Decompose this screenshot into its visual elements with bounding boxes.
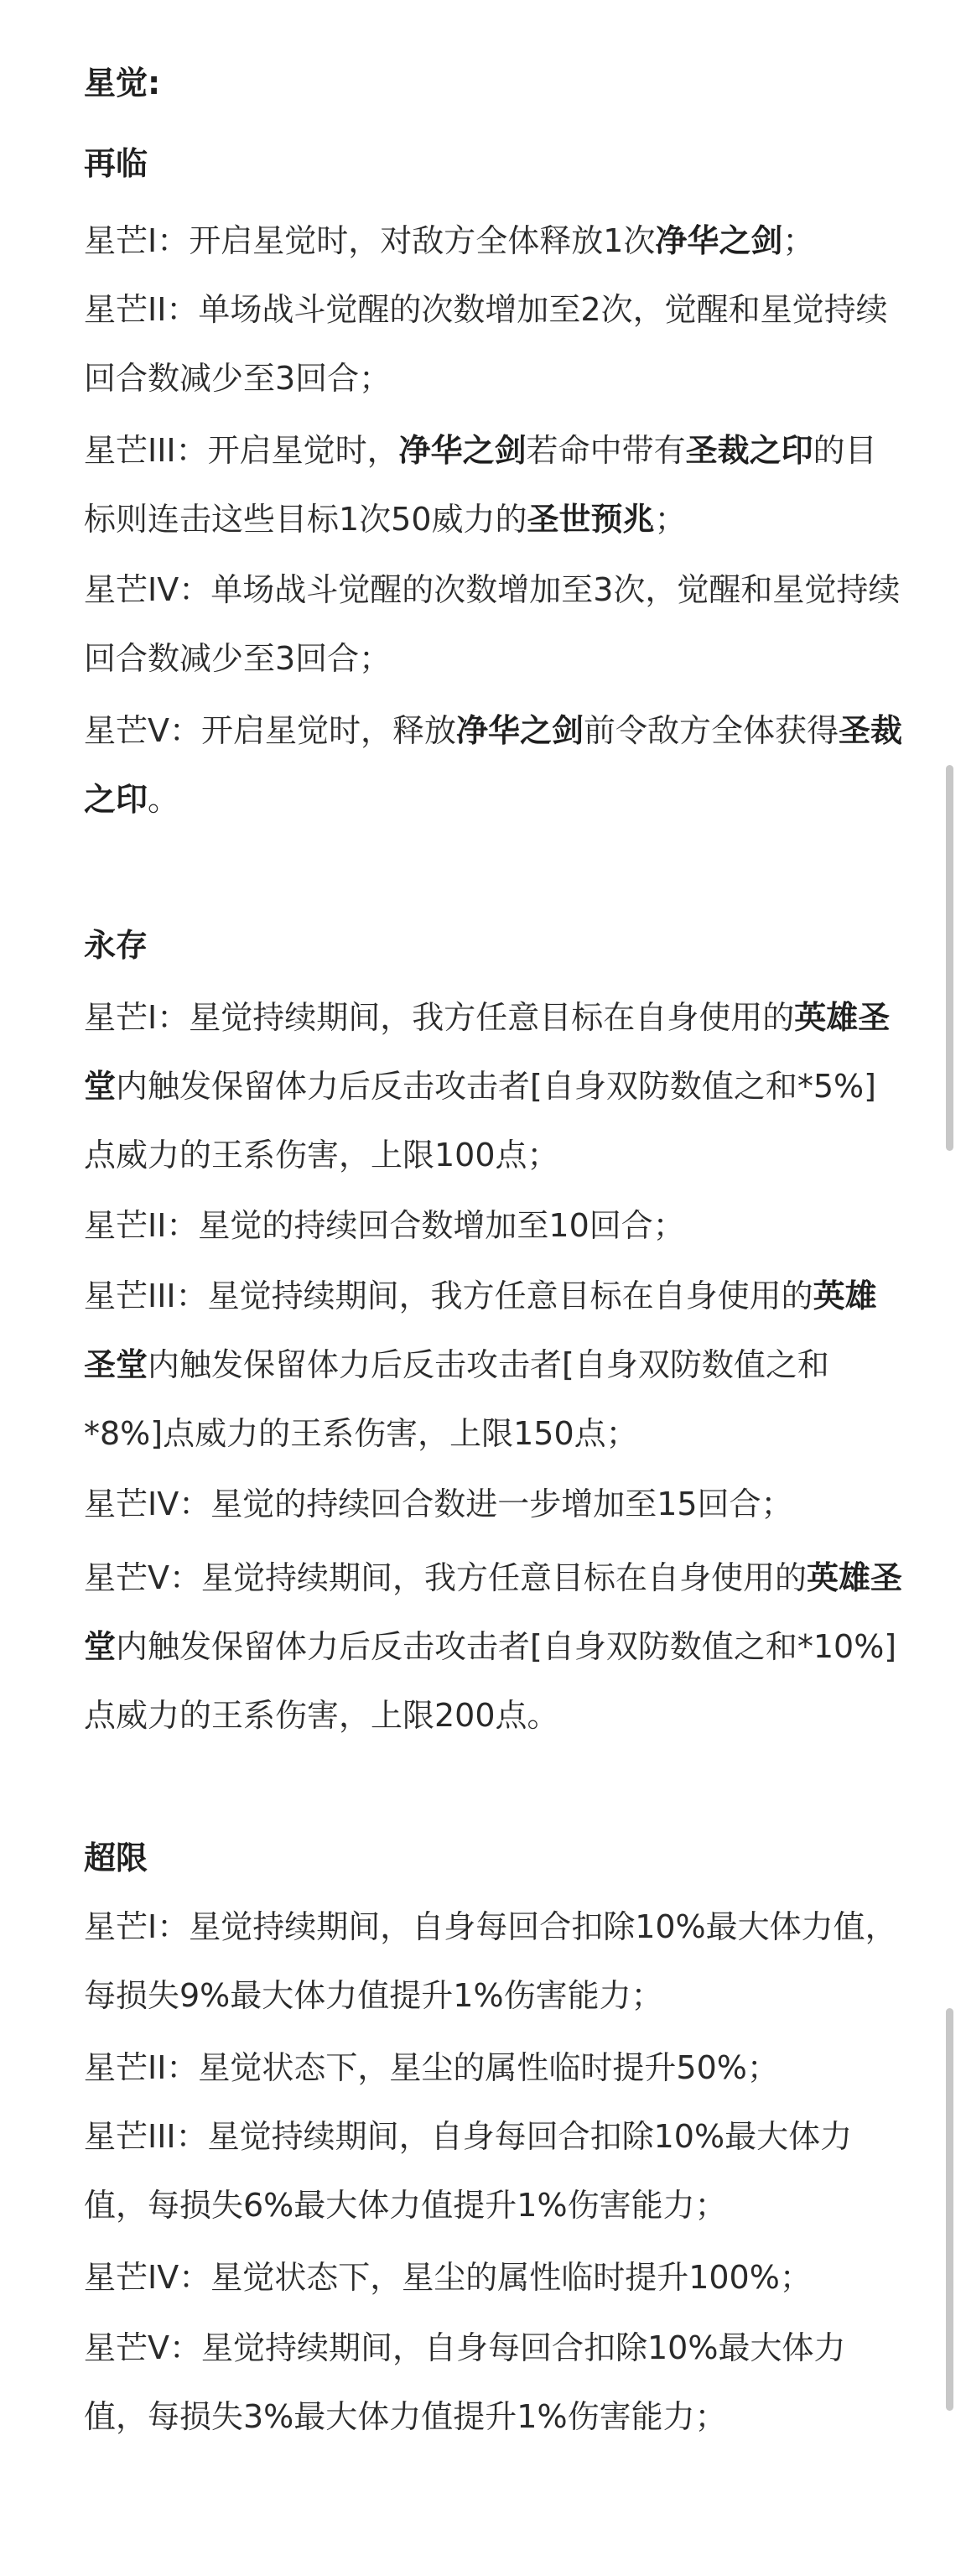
paragraph: 星芒IV：单场战斗觉醒的次数增加至3次，觉醒和星觉持续回合数减少至3回合； <box>84 571 901 677</box>
doc-title: 星觉: <box>84 65 161 101</box>
section-heading-chaoxian: 超限 <box>84 1840 148 1876</box>
paragraph: 星芒IV：星觉的持续回合数进一步增加至15回合； <box>84 1486 793 1522</box>
paragraph: 星芒V：星觉持续期间，我方任意目标在自身使用的英雄圣堂内触发保留体力后反击攻击者[自身双防数值之和*10%]点威力的王系伤害，上限200点。 <box>84 1559 903 1734</box>
paragraph: 星芒V：开启星觉时，释放净华之剑前令敌方全体获得圣裁之印。 <box>84 712 903 818</box>
paragraph: 星芒II：星觉状态下，星尘的属性临时提升50%； <box>84 2049 779 2086</box>
paragraph: 星芒III：开启星觉时，净华之剑若命中带有圣裁之印的目标则连击这些目标1次50威力的圣世预兆； <box>84 432 877 538</box>
section-heading-yongcun: 永存 <box>84 927 148 964</box>
paragraph: 星芒III：星觉持续期间，我方任意目标在自身使用的英雄圣堂内触发保留体力后反击攻击者[自身双防数值之和*8%]点威力的王系伤害，上限150点； <box>84 1278 877 1452</box>
paragraph: 星芒II：单场战斗觉醒的次数增加至2次，觉醒和星觉持续回合数减少至3回合； <box>84 291 888 397</box>
paragraph: 星芒I：开启星觉时，对敌方全体释放1次净华之剑； <box>84 222 815 259</box>
paragraph: 星芒V：星觉持续期间，自身每回合扣除10%最大体力值，每损失3%最大体力值提升1%伤害能力； <box>84 2329 846 2435</box>
paragraph: 星芒III：星觉持续期间，自身每回合扣除10%最大体力值，每损失6%最大体力值提升1%伤害能力； <box>84 2118 853 2224</box>
paragraph: 星芒I：星觉持续期间，自身每回合扣除10%最大体力值，每损失9%最大体力值提升1%伤害能力； <box>84 1908 897 2014</box>
paragraph: 星芒II：星觉的持续回合数增加至10回合； <box>84 1207 685 1244</box>
scrollbar-thumb[interactable] <box>946 765 953 1151</box>
paragraph: 星芒IV：星觉状态下，星尘的属性临时提升100%； <box>84 2259 812 2296</box>
paragraph: 星芒I：星觉持续期间，我方任意目标在自身使用的英雄圣堂内触发保留体力后反击攻击者[自身双防数值之和*5%]点威力的王系伤害，上限100点； <box>84 999 891 1174</box>
section-heading-zailin: 再临 <box>84 145 148 182</box>
scrollbar-thumb[interactable] <box>946 2008 953 2411</box>
